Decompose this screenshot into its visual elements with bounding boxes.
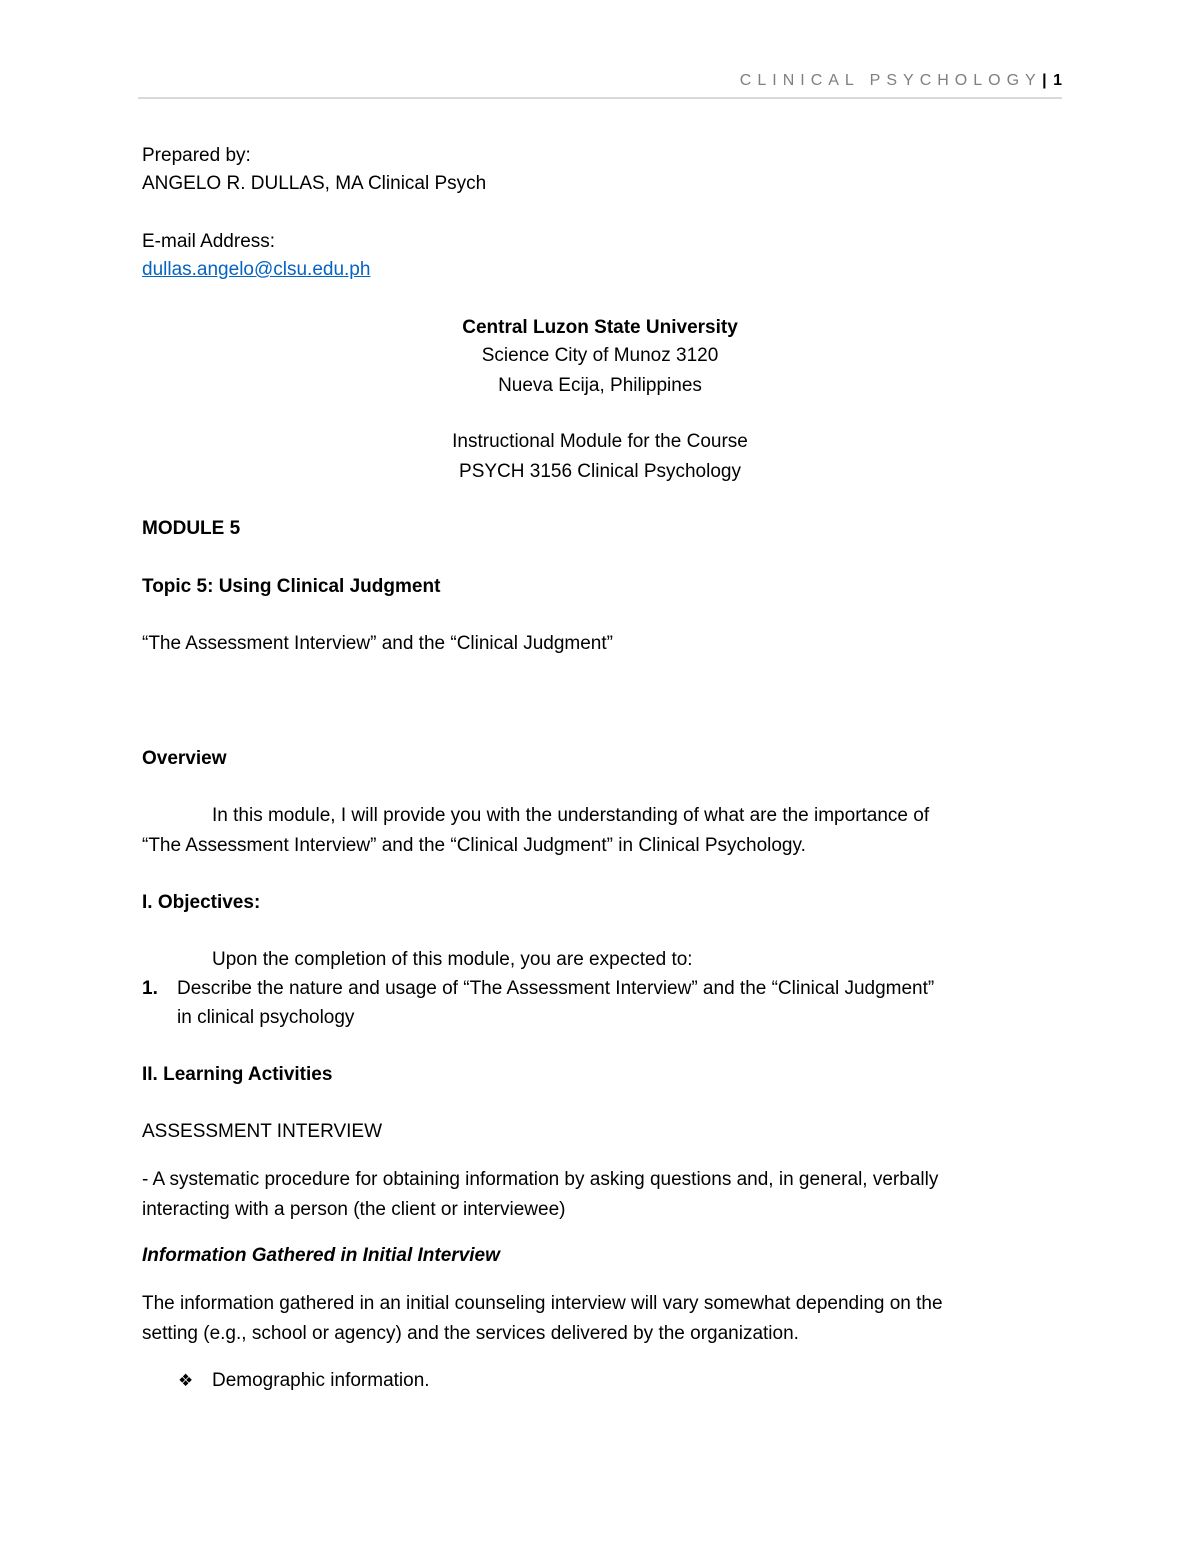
header-title: CLINICAL PSYCHOLOGY (739, 72, 1042, 89)
page-number: 1 (1053, 72, 1062, 89)
module-label: MODULE 5 (142, 518, 241, 539)
university-name: Central Luzon State University (462, 317, 738, 338)
diamond-bullet-icon: ❖ (178, 1371, 194, 1390)
header-separator: | (1042, 72, 1047, 89)
assessment-interview-heading: ASSESSMENT INTERVIEW (142, 1121, 383, 1142)
address-line-2: Nueva Ecija, Philippines (498, 375, 702, 396)
email-label: E-mail Address: (142, 231, 276, 252)
author-name: ANGELO R. DULLAS, MA Clinical Psych (142, 173, 487, 194)
module-subtitle: “The Assessment Interview” and the “Clinical Judgment” (142, 633, 613, 654)
page-header (138, 72, 1062, 90)
definition-line-2: interacting with a person (the client or interviewee) (142, 1199, 566, 1220)
topic-heading: Topic 5: Using Clinical Judgment (142, 576, 441, 597)
overview-paragraph-line-1: In this module, I will provide you with the understanding of what are the importance of (212, 805, 930, 826)
objective-number: 1. (142, 978, 158, 999)
info-paragraph-line-1: The information gathered in an initial counseling interview will vary somewhat depending on the (142, 1293, 943, 1314)
objective-text-line-2: in clinical psychology (177, 1007, 355, 1028)
objective-text-line-1: Describe the nature and usage of “The Assessment Interview” and the “Clinical Judgment” (177, 978, 935, 999)
definition-line-1: - A systematic procedure for obtaining information by asking questions and, in general, verbally (142, 1169, 939, 1190)
learning-activities-heading: II. Learning Activities (142, 1064, 333, 1085)
module-course-line-2: PSYCH 3156 Clinical Psychology (459, 461, 741, 482)
overview-heading: Overview (142, 748, 227, 769)
module-course-line-1: Instructional Module for the Course (452, 431, 748, 452)
objectives-intro: Upon the completion of this module, you are expected to: (212, 949, 693, 970)
prepared-by-label: Prepared by: (142, 145, 251, 166)
header-divider (138, 97, 1062, 99)
info-gathered-heading: Information Gathered in Initial Interview (142, 1245, 500, 1266)
info-paragraph-line-2: setting (e.g., school or agency) and the services delivered by the organization. (142, 1323, 799, 1344)
bullet-item-demographic: Demographic information. (212, 1370, 430, 1391)
objectives-heading: I. Objectives: (142, 892, 261, 913)
email-link[interactable]: dullas.angelo@clsu.edu.ph (142, 259, 371, 280)
overview-paragraph-line-2: “The Assessment Interview” and the “Clinical Judgment” in Clinical Psychology. (142, 835, 806, 856)
address-line-1: Science City of Munoz 3120 (481, 345, 719, 366)
